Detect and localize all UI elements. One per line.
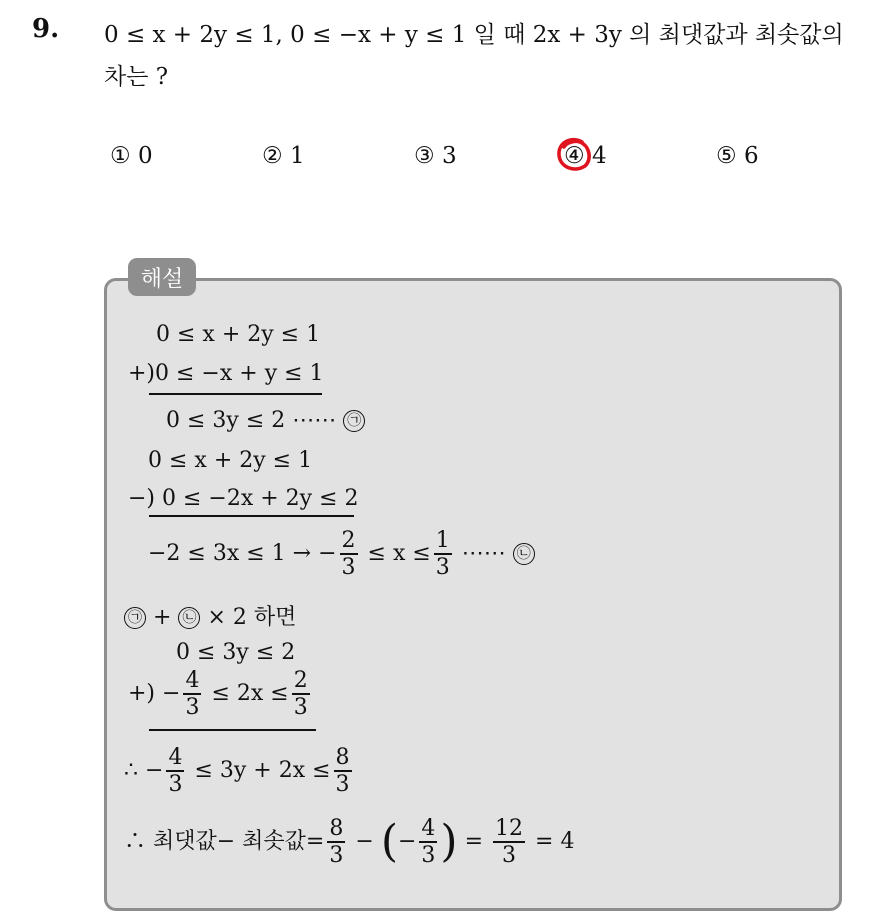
line11-neg: − xyxy=(397,829,417,854)
fraction-den: 3 xyxy=(341,555,356,580)
fraction-num: 4 xyxy=(421,816,436,841)
solution-line-3 xyxy=(166,408,365,433)
solution-line-9 xyxy=(128,668,313,720)
choice-5-marker: ⑤ xyxy=(716,143,737,169)
choice-4-value: 4 xyxy=(591,143,607,169)
line11-minus: − xyxy=(355,829,374,854)
fraction-num: 2 xyxy=(341,528,356,553)
solution-line-6 xyxy=(148,528,535,580)
choice-2[interactable] xyxy=(262,143,305,169)
circle-label-b: ㉡ xyxy=(513,543,535,565)
fraction-den: 3 xyxy=(293,695,308,720)
circle-label-a-ref: ㉠ xyxy=(124,607,146,629)
line11-equals: = xyxy=(464,829,484,854)
question-text: 0 ≤ x + 2y ≤ 1, 0 ≤ −x + y ≤ 1 일 때 2x + 3y 의 최댓값과 최솟값의 xyxy=(104,22,844,48)
fraction-twelve-thirds xyxy=(493,816,525,868)
choice-5-value: 6 xyxy=(743,143,759,169)
question-number: 9. xyxy=(32,14,60,44)
solution-line-11 xyxy=(124,816,574,868)
choice-1-value: 0 xyxy=(137,143,153,169)
line10-text-b: ≤ 3y + 2x ≤ xyxy=(194,758,331,783)
choice-5[interactable] xyxy=(716,143,759,169)
line9-text-a: +) − xyxy=(128,681,181,706)
fraction-eight-thirds xyxy=(334,745,352,797)
choice-3[interactable] xyxy=(414,143,457,169)
fraction-one-third xyxy=(434,528,452,580)
solution-line-8: 0 ≤ 3y ≤ 2 xyxy=(176,640,296,665)
line7-text: × 2 하면 xyxy=(207,605,297,630)
fraction-num: 8 xyxy=(329,816,344,841)
fraction-eight-thirds-2 xyxy=(327,816,345,868)
sum-underline-2 xyxy=(149,515,354,517)
solution-line-2: +)0 ≤ −x + y ≤ 1 xyxy=(128,361,324,386)
question-text-line2: 차는 ? xyxy=(104,64,169,90)
choice-1-marker: ① xyxy=(110,143,131,169)
choice-3-marker: ③ xyxy=(414,143,435,169)
fraction-num: 12 xyxy=(495,816,524,841)
line11-result: = 4 xyxy=(535,829,575,854)
paren-open: ( xyxy=(380,816,398,867)
sum-underline-3 xyxy=(149,729,316,731)
fraction-two-thirds xyxy=(340,528,358,580)
fraction-num: 4 xyxy=(185,668,200,693)
solution-line-3-text: 0 ≤ 3y ≤ 2 ⋯⋯ xyxy=(166,408,337,433)
line6-text-a: −2 ≤ 3x ≤ 1 → − xyxy=(148,541,337,566)
line10-text-a: ∴ − xyxy=(124,758,164,783)
solution-line-4: 0 ≤ x + 2y ≤ 1 xyxy=(148,448,313,473)
solution-line-1: 0 ≤ x + 2y ≤ 1 xyxy=(156,322,321,347)
fraction-num: 4 xyxy=(168,745,183,770)
solution-tag: 해설 xyxy=(128,258,196,296)
fraction-den: 3 xyxy=(329,843,344,868)
answer-mark-circle-icon xyxy=(552,133,596,177)
line6-dots: ⋯⋯ xyxy=(461,541,506,566)
solution-line-5: −) 0 ≤ −2x + 2y ≤ 2 xyxy=(128,486,359,511)
fraction-four-thirds-2 xyxy=(166,745,184,797)
circle-label-b-ref: ㉡ xyxy=(178,607,200,629)
choice-1[interactable] xyxy=(110,143,153,169)
fraction-den: 3 xyxy=(168,772,183,797)
line11-text-a: ∴ 최댓값− 최솟값= xyxy=(124,829,325,854)
fraction-den: 3 xyxy=(185,695,200,720)
choice-2-value: 1 xyxy=(289,143,305,169)
paren-close: ) xyxy=(440,816,458,867)
fraction-four-thirds-3 xyxy=(419,816,437,868)
choice-3-value: 3 xyxy=(441,143,457,169)
fraction-den: 3 xyxy=(502,843,517,868)
fraction-num: 1 xyxy=(435,528,450,553)
circle-label-a: ㉠ xyxy=(343,410,365,432)
fraction-two-thirds-2 xyxy=(292,668,310,720)
fraction-den: 3 xyxy=(435,555,450,580)
fraction-num: 8 xyxy=(335,745,350,770)
solution-line-10 xyxy=(124,745,355,797)
solution-line-7 xyxy=(124,600,296,631)
choice-4-marker: ④ xyxy=(564,143,585,169)
line7-plus: + xyxy=(153,605,172,630)
line6-text-b: ≤ x ≤ xyxy=(367,541,431,566)
choice-2-marker: ② xyxy=(262,143,283,169)
fraction-den: 3 xyxy=(335,772,350,797)
fraction-num: 2 xyxy=(293,668,308,693)
fraction-four-thirds xyxy=(183,668,201,720)
fraction-den: 3 xyxy=(421,843,436,868)
sum-underline-1 xyxy=(149,393,322,395)
line9-text-b: ≤ 2x ≤ xyxy=(211,681,289,706)
